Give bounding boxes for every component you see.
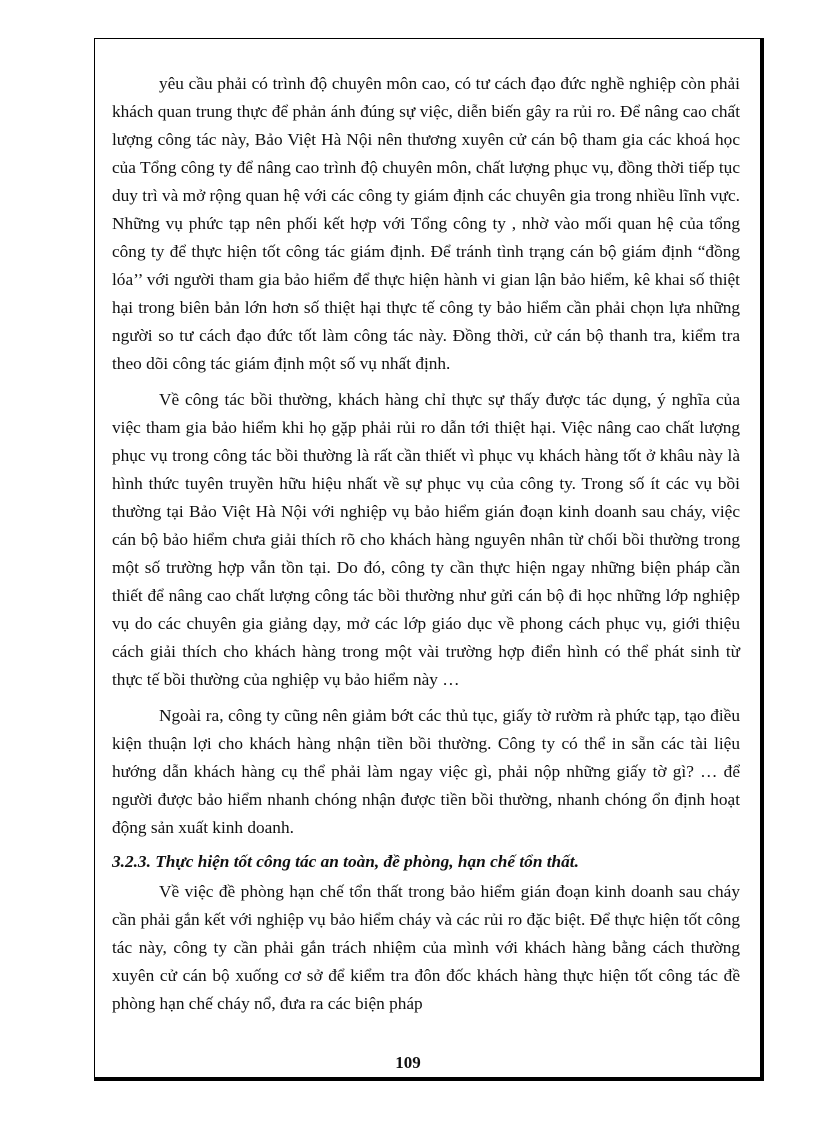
paragraph-1: yêu cầu phải có trình độ chuyên môn cao, có tư cách đạo đức nghề nghiệp còn phải khách quan trung thực để phản ánh đúng sự việc, diễn biến gây ra rủi ro. Để nâng cao chất lượng công tác này, Bảo Việt Hà Nội nên thương xuyên cử cán bộ tham gia các khoá học của Tổng công ty để nâng cao trình độ chuyên môn, chất lượng phục vụ, đồng thời tiếp tục duy trì và mở rộng quan hệ với các công ty giám định các chuyên gia trong nhiều lĩnh vực. Những vụ phức tạp nên phối kết hợp với Tổng công ty , nhờ vào mối quan hệ của tổng công ty để thực hiện tốt công tác giám định. Để tránh tình trạng cán bộ giám định “đồng lóa’’ với người tham gia bảo hiểm để thực hiện hành vi gian lận bảo hiểm, kê khai số thiệt hại trong biên bản lớn hơn số thiệt hại thực tế công ty bảo hiểm cần phải chọn lựa những người so tư cách đạo đức tốt làm công tác này. Đồng thời, cử cán bộ thanh tra, kiểm tra theo dõi công tác giám định một số vụ nhất định. [112, 74, 740, 373]
paragraph-3: Ngoài ra, công ty cũng nên giảm bớt các thủ tục, giấy tờ rườm rà phức tạp, tạo điều kiện thuận lợi cho khách hàng nhận tiền bồi thường. Công ty có thể in sẵn các tài liệu hướng dẫn khách hàng cụ thể phải làm ngay việc gì, phải nộp những giấy tờ gì? … để người được bảo hiểm nhanh chóng nhận được tiền bồi thường, nhanh chóng ổn định hoạt động sản xuất kinh doanh. [112, 706, 740, 837]
paragraph-4: Về việc đề phòng hạn chế tổn thất trong bảo hiểm gián đoạn kinh doanh sau cháy cần phải gắn kết với nghiệp vụ bảo hiểm cháy và các rủi ro đặc biệt. Để thực hiện tốt công tác này, công ty cần phải gắn trách nhiệm của mình với khách hàng bằng cách thường xuyên cử cán bộ xuống cơ sở để kiểm tra đôn đốc khách hàng thực hiện tốt công tác đề phòng hạn chế cháy nổ, đưa ra các biện pháp [112, 882, 740, 1013]
page-number: 109 [395, 1053, 421, 1072]
document-body [112, 70, 740, 1018]
section-heading: 3.2.3. Thực hiện tốt công tác an toàn, đề phòng, hạn chế tổn thất. [112, 852, 579, 871]
paragraph-2: Về công tác bồi thường, khách hàng chỉ thực sự thấy được tác dụng, ý nghĩa của việc tham gia bảo hiểm khi họ gặp phải rủi ro dẫn tới thiệt hại. Việc nâng cao chất lượng phục vụ trong công tác bồi thường là rất cần thiết vì phục vụ khách hàng tốt ở khâu này là hình thức tuyên truyền hữu hiệu nhất về sự phục vụ của công ty. Trong số ít các vụ bồi thường tại Bảo Việt Hà Nội với nghiệp vụ bảo hiểm gián đoạn kinh doanh sau cháy, việc cán bộ bảo hiểm chưa giải thích rõ cho khách hàng nguyên nhân từ chối bồi thường trong một số trường hợp vẫn tồn tại. Do đó, công ty cần thực hiện ngay những biện pháp cần thiết để nâng cao chất lượng công tác bồi thường như gửi cán bộ đi học những lớp nghiệp vụ do các chuyên gia giảng dạy, mở các lớp giáo dục về phong cách phục vụ, giới thiệu cách giải thích cho khách hàng trong một vài trường hợp điển hình có thể phát sinh từ thực tế bồi thường của nghiệp vụ bảo hiểm này … [112, 390, 740, 689]
